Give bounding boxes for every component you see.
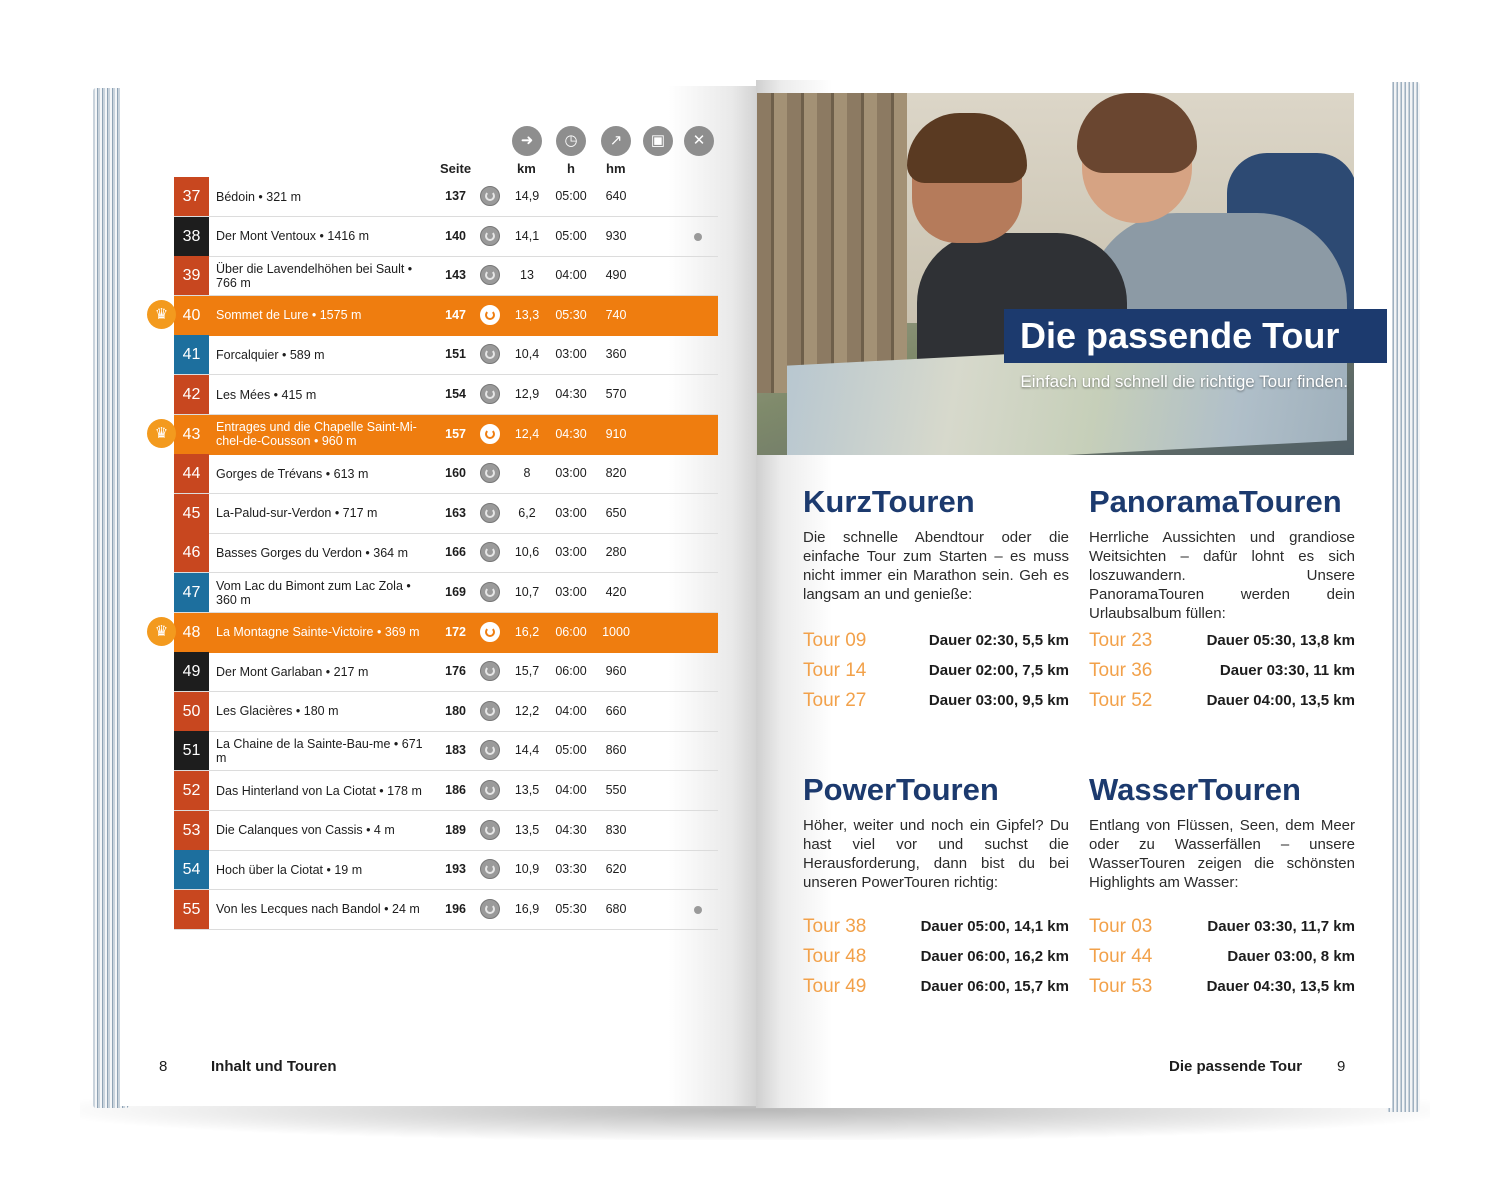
tour-elevation: 960 [605,664,627,679]
category-title: PanoramaTouren [1089,484,1342,519]
tour-km: 12,4 [514,426,540,441]
tour-row[interactable] [174,890,718,930]
tour-entry[interactable] [803,630,1069,660]
route-type-icon [480,899,500,919]
tour-km: 13,5 [514,822,540,837]
tour-duration: 04:00 [555,703,587,718]
tour-row[interactable] [174,692,718,732]
tour-row[interactable] [174,454,718,494]
page-title: Die passende Tour [1020,315,1340,356]
route-type-icon [480,780,500,800]
route-type-icon [480,265,500,285]
tour-title: Entrages und die Chapelle Saint-Mi-chel-de-Cousson • 960 m [216,420,417,449]
tour-name[interactable]: Tour 48 [803,946,867,967]
tour-elevation: 910 [605,426,627,441]
route-type-icon [480,661,500,681]
tour-title: La-Palud-sur-Verdon • 717 m [216,506,378,521]
tour-page: 172 [445,624,466,639]
tour-km: 10,9 [514,862,540,877]
tour-title: La Chaine de la Sainte-Bau-me • 671 m [216,736,423,765]
tour-number: 42 [174,375,209,414]
route-type-icon [480,384,500,404]
tour-elevation: 570 [605,387,627,401]
tour-title: Les Mées • 415 m [216,387,317,402]
tour-elevation: 660 [605,703,627,718]
tour-number: 44 [174,454,209,493]
tour-duration: 04:00 [555,268,587,283]
tour-elevation: 930 [605,228,627,243]
category-text: Herrliche Aussichten und grandiose Weitsichten – dafür lohnt es sich loszuwandern. Unsere PanoramaTouren werden dein Urlaubsalbum füllen: [1089,529,1355,622]
tour-duration: 05:30 [555,901,587,916]
tour-title: Die Calanques von Cassis • 4 m [216,823,395,838]
tour-duration: 04:30 [555,426,587,441]
tour-km: 12,9 [514,387,540,401]
tour-duration: 03:00 [555,466,587,481]
tour-km: 16,2 [514,624,540,639]
tour-detail: Dauer 03:00, 9,5 km [928,692,1069,709]
tour-elevation: 620 [605,862,627,877]
tour-detail: Dauer 03:30, 11 km [1219,662,1355,679]
tour-title: Bédoin • 321 m [216,189,301,204]
tour-title: Der Mont Garlaban • 217 m [216,664,369,679]
route-type-icon [480,582,500,602]
tour-number: 37 [174,177,209,216]
tour-duration: 04:00 [555,783,587,797]
tour-number: 39 [174,256,209,295]
tour-number: 53 [174,811,209,850]
tour-detail: Dauer 04:00, 13,5 km [1206,692,1355,709]
tour-page: 169 [445,585,466,599]
tour-row[interactable] [174,771,718,811]
tour-duration: 04:30 [555,822,587,837]
tour-entry[interactable] [803,946,1069,976]
crown-icon: ♛ [147,300,176,329]
running-head-left: Inhalt und Touren [211,1058,337,1075]
column-header-h: h [567,161,575,176]
category-wassertouren [1089,772,1355,1006]
tour-page: 137 [445,189,466,203]
tour-page: 189 [445,822,466,837]
route-type-icon [480,740,500,760]
category-powertouren [803,772,1069,1006]
route-type-icon [480,463,500,483]
tour-title: Das Hinterland von La Ciotat • 178 m [216,783,422,798]
tour-number: 51 [174,731,209,770]
tour-name[interactable]: Tour 36 [1089,660,1153,681]
tour-title: Über die Lavendelhöhen bei Sault • 766 m [216,261,413,290]
tour-page: 140 [445,228,466,243]
tour-row[interactable] [174,811,718,851]
tour-page: 183 [445,743,466,758]
tour-title: Forcalquier • 589 m [216,347,325,362]
tour-duration: 03:30 [555,862,587,877]
tour-km: 10,7 [514,585,540,599]
tour-number: 43 [174,415,209,454]
category-title: KurzTouren [803,484,975,519]
route-type-icon [480,542,500,562]
tour-duration: 05:00 [555,228,587,243]
route-type-icon [480,859,500,879]
crown-icon: ♛ [147,617,176,646]
tour-elevation: 830 [605,822,627,837]
route-type-icon [480,820,500,840]
restaurant-marker-icon [694,233,702,241]
tour-elevation: 490 [605,268,627,283]
tour-name[interactable]: Tour 23 [1089,630,1153,651]
tour-km: 12,2 [514,703,540,718]
tour-number: 54 [174,850,209,889]
tour-elevation: 420 [605,585,627,599]
crown-icon: ♛ [147,419,176,448]
tour-elevation: 640 [605,189,627,203]
tour-entry[interactable] [1089,976,1355,1006]
restaurant-marker-icon [694,906,702,914]
route-type-icon [480,424,500,444]
route-type-icon [480,305,500,325]
tour-title: Vom Lac du Bimont zum Lac Zola • 360 m [216,578,411,607]
tour-row[interactable] [174,533,718,573]
tour-page: 151 [445,347,466,362]
tour-detail: Dauer 06:00, 15,7 km [920,978,1069,995]
category-panoramatouren [1089,484,1355,720]
title-banner [1004,309,1387,363]
page-number-right: 9 [1337,1058,1346,1075]
tour-duration: 05:00 [555,189,587,203]
tour-km: 10,6 [514,545,540,560]
category-title: PowerTouren [803,772,999,807]
column-header-seite: Seite [440,161,472,176]
tour-row[interactable] [174,217,718,257]
tour-name[interactable]: Tour 09 [803,630,867,651]
tour-title: Gorges de Trévans • 613 m [216,466,369,481]
tour-page: 180 [445,703,466,718]
tour-name[interactable]: Tour 03 [1089,916,1153,937]
category-text: Die schnelle Abendtour oder die einfache Tour zum Starten – es muss nicht immer ein Marathon sein. Geh es langsam an und genieße: [803,529,1069,603]
tour-row[interactable] [174,375,718,415]
bus-icon: ▣ [643,126,673,156]
route-type-icon [480,503,500,523]
tour-km: 13 [520,268,534,283]
tour-name[interactable]: Tour 52 [1089,690,1153,711]
tour-row[interactable] [174,652,718,692]
tour-elevation: 680 [605,901,627,916]
tour-entry[interactable] [803,690,1069,720]
tour-title: Der Mont Ventoux • 1416 m [216,229,370,244]
tour-page: 154 [445,387,466,401]
tour-name[interactable]: Tour 44 [1089,946,1153,967]
page-number-left: 8 [159,1058,168,1075]
tour-km: 6,2 [518,505,536,520]
tour-duration: 05:00 [555,743,587,758]
tour-row[interactable] [174,177,718,217]
tour-number: 46 [174,533,209,572]
tour-detail: Dauer 02:30, 5,5 km [928,632,1069,649]
tour-detail: Dauer 03:30, 11,7 km [1207,918,1355,935]
tour-entry[interactable] [803,660,1069,690]
tour-number: 49 [174,652,209,691]
tour-elevation: 650 [605,505,627,520]
tour-page: 143 [445,268,466,283]
tour-elevation: 280 [605,545,627,560]
tour-entry[interactable] [1089,690,1355,720]
page-subtitle: Einfach und schnell die richtige Tour finden. [1020,372,1348,391]
tour-km: 13,5 [514,783,540,797]
column-header-km: km [517,161,536,176]
tour-km: 8 [523,466,531,481]
tour-row[interactable] [174,335,718,375]
tour-name[interactable]: Tour 38 [803,916,867,937]
tour-km: 16,9 [514,901,540,916]
tour-elevation: 360 [605,347,627,362]
tour-page: 163 [445,505,466,520]
tour-title: Les Glacières • 180 m [216,704,339,719]
tour-page: 196 [445,901,466,916]
tour-entry[interactable] [803,976,1069,1006]
tour-page: 186 [445,783,466,797]
tour-duration: 03:00 [555,585,587,599]
route-type-icon [480,344,500,364]
tour-row[interactable] [174,256,718,296]
tour-row[interactable] [154,415,718,455]
tour-number: 45 [174,494,209,533]
route-type-icon [480,622,500,642]
category-kurztouren [803,484,1069,720]
tour-row[interactable] [174,850,718,890]
tour-detail: Dauer 06:00, 16,2 km [920,948,1069,965]
tour-name[interactable]: Tour 14 [803,660,867,681]
tour-number: 41 [174,335,209,374]
tour-entry[interactable] [1089,916,1355,946]
tour-elevation: 860 [605,743,627,758]
tour-entry[interactable] [1089,660,1355,690]
restaurant-icon: ✕ [684,126,714,156]
tour-elevation: 1000 [602,624,630,639]
clock-icon: ◷ [556,126,586,156]
tour-row[interactable] [154,613,718,653]
tour-duration: 03:00 [555,545,587,560]
route-type-icon [480,186,500,206]
hikers-photo [757,93,1354,455]
tour-elevation: 740 [605,307,627,322]
tour-detail: Dauer 05:00, 14,1 km [920,918,1069,935]
running-head-right: Die passende Tour [1169,1058,1303,1075]
tour-duration: 03:00 [555,347,587,362]
tour-title: Von les Lecques nach Bandol • 24 m [216,902,420,917]
tour-detail: Dauer 03:00, 8 km [1227,948,1355,965]
tour-duration: 06:00 [555,664,587,679]
tour-entry[interactable] [1089,946,1355,976]
signpost-icon: ➜ [512,126,542,156]
tour-duration: 03:00 [555,505,587,520]
tour-name[interactable]: Tour 53 [1089,976,1153,997]
tour-km: 10,4 [514,347,540,362]
tour-title: Basses Gorges du Verdon • 364 m [216,545,408,560]
tour-page: 193 [445,862,466,877]
tour-km: 14,4 [514,743,540,758]
tour-number: 40 [174,296,209,335]
tour-number: 52 [174,771,209,810]
tour-entry[interactable] [803,916,1069,946]
tour-detail: Dauer 02:00, 7,5 km [928,662,1069,679]
column-header-hm: hm [606,161,626,176]
route-type-icon [480,226,500,246]
category-text: Höher, weiter und noch ein Gipfel? Du hast viel vor und suchst die Herausforderung, dann bist du bei unseren PowerTouren richtig: [803,817,1069,891]
category-title: WasserTouren [1089,772,1301,807]
tour-km: 14,9 [514,189,540,203]
route-type-icon [480,701,500,721]
tour-row[interactable] [174,494,718,534]
tour-elevation: 820 [605,466,627,481]
tour-detail: Dauer 04:30, 13,5 km [1206,978,1355,995]
tour-title: Sommet de Lure • 1575 m [216,308,362,323]
tour-duration: 05:30 [555,307,587,322]
tour-page: 147 [445,307,466,322]
tour-km: 13,3 [514,307,540,322]
tour-title: Hoch über la Ciotat • 19 m [216,862,363,877]
tour-km: 14,1 [514,228,540,243]
tour-row[interactable] [154,296,718,336]
tour-number: 55 [174,890,209,929]
category-text: Entlang von Flüssen, Seen, dem Meer oder zu Wasserfällen – unsere WasserTouren zeigen die schönsten Highlights am Wasser: [1089,817,1355,891]
tour-number: 38 [174,217,209,256]
tour-page: 166 [445,545,466,560]
tour-row[interactable] [174,573,718,613]
tour-page: 160 [445,466,466,481]
tour-duration: 06:00 [555,624,587,639]
tour-page: 176 [445,664,466,679]
tour-name[interactable]: Tour 49 [803,976,867,997]
tour-entry[interactable] [1089,630,1355,660]
tour-number: 47 [174,573,209,612]
tour-elevation: 550 [605,783,627,797]
tour-number: 48 [174,613,209,652]
tour-number: 50 [174,692,209,731]
tour-title: La Montagne Sainte-Victoire • 369 m [216,625,420,640]
tour-row[interactable] [174,731,718,771]
tour-page: 157 [445,426,466,441]
tour-duration: 04:30 [555,387,587,401]
tour-name[interactable]: Tour 27 [803,690,867,711]
elevation-icon: ↗ [601,126,631,156]
tour-detail: Dauer 05:30, 13,8 km [1206,632,1355,649]
tour-km: 15,7 [514,664,540,679]
